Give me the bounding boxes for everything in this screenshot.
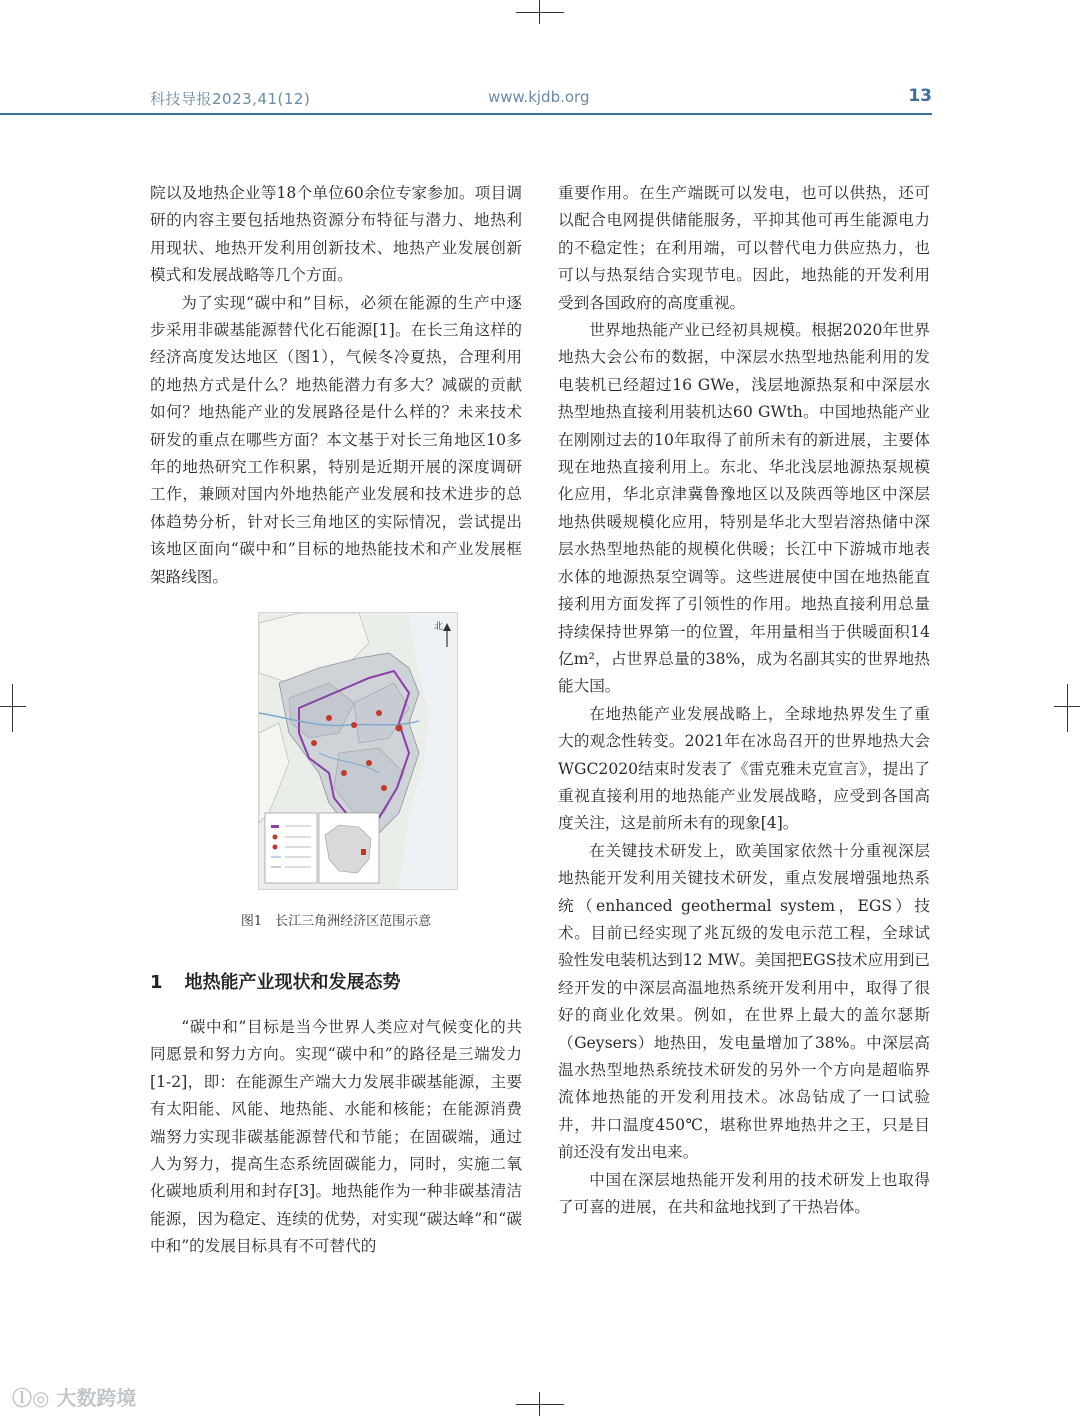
right-paragraph-2: 世界地热能产业已经初具规模。根据2020年世界地热大会公布的数据，中深层水热型地热能利用的发电装机已经超过16 GWe，浅层地源热泵和中深层水热型地热直接利用装机达60 GWth。中国地热能产业在刚刚过去的10年取得了前所未有的新进展，主要体现在地热直接利用上。东北、华北浅层地源热泵规模化应用，华北京津冀鲁豫地区以及陕西等地区中深层地热供暖规模化应用，特别是华北大型岩溶热储中深层水热型地热能的规模化供暖；长江中下游城市地表水体的地源热泵空调等。这些进展使中国在地热能直接利用方面发挥了引领性的作用。地热直接利用总量持续保持世界第一的位置，年用量相当于供暖面积14亿m²，占世界总量的38%，成为名副其实的世界地热能大国。	[558, 321, 930, 696]
crop-mark-bottom-v	[539, 1392, 540, 1416]
right-paragraph-1: 重要作用。在生产端既可以发电，也可以供热，还可以配合电网提供储能服务，平抑其他可再生能源电力的不稳定性；在利用端，可以替代电力供应热力，也可以与热泵结合实现节电。因此，地热能的开发利用受到各国政府的高度重视。	[558, 184, 930, 312]
figure-caption: 图1 长江三角洲经济区范围示意	[240, 914, 432, 929]
crop-mark-left-h	[0, 706, 26, 707]
section-heading	[150, 968, 522, 994]
section-number: 1	[150, 972, 163, 993]
page-number: 13	[908, 86, 932, 106]
map-illustration	[259, 613, 457, 889]
watermark-logo-icon: ⓛ◎	[12, 1386, 57, 1410]
crop-mark-left-v	[12, 684, 13, 732]
section-title: 地热能产业现状和发展态势	[184, 972, 401, 993]
left-paragraph-1: 院以及地热企业等18个单位60余位专家参加。项目调研的内容主要包括地热资源分布特征与潜力、地热利用现状、地热开发利用创新技术、地热产业发展创新模式和发展战略等几个方面。	[150, 184, 522, 285]
journal-website: www.kjdb.org	[488, 88, 590, 106]
figure-map-yangtze-delta	[258, 612, 458, 890]
crop-mark-bottom-h	[516, 1404, 564, 1405]
journal-citation: 科技导报2023,41(12)	[150, 90, 311, 108]
crop-mark-top-v	[539, 0, 540, 24]
running-header	[150, 84, 932, 114]
north-label: 北	[433, 622, 443, 632]
left-paragraph-2: 为了实现“碳中和”目标，必须在能源的生产中逐步采用非碳基能源替代化石能源[1]。在长三角这样的经济高度发达地区（图1），气候冬冷夏热，合理利用的地热方式是什么？地热能潜力有多大？减碳的贡献如何？地热能产业的发展路径是什么样的？未来技术研发的重点在哪些方面？本文基于对长三角地区10多年的地热研究工作积累，特别是近期开展的深度调研工作，兼顾对国内外地热能产业发展和技术进步的总体趋势分析，针对长三角地区的实际情况，尝试提出该地区面向“碳中和”目标的地热能技术和产业发展框架路线图。	[150, 293, 522, 586]
watermark	[12, 1382, 136, 1411]
crop-mark-right-v	[1067, 684, 1068, 732]
left-lower-paragraph-1: “碳中和”目标是当今世界人类应对气候变化的共同愿景和努力方向。实现“碳中和”的路径是三端发力[1-2]，即：在能源生产端大力发展非碳基能源，主要有太阳能、风能、地热能、水能和核能；在能源消费端努力实现非碳基能源替代和节能；在固碳端，通过人为努力，提高生态系统固碳能力，同时，实施二氧化碳地质利用和封存[3]。地热能作为一种非碳基清洁能源，因为稳定、连续的优势，对实现“碳达峰”和“碳中和”的发展目标具有不可替代的	[150, 1018, 522, 1256]
left-column-lower	[150, 1014, 522, 1261]
left-column-upper	[150, 180, 522, 591]
right-column	[558, 180, 930, 1221]
right-paragraph-5: 中国在深层地热能开发利用的技术研发上也取得了可喜的进展，在共和盆地找到了干热岩体。	[558, 1170, 930, 1217]
right-paragraph-3: 在地热能产业发展战略上，全球地热界发生了重大的观念性转变。2021年在冰岛召开的世界地热大会WGC2020结束时发表了《雷克雅未克宣言》，提出了重视直接利用的地热能产业发展战略，应受到各国高度关注，这是前所未有的现象[4]。	[558, 704, 930, 833]
header-rule	[0, 113, 932, 115]
crop-mark-top-h	[516, 12, 564, 13]
right-paragraph-4: 在关键技术研发上，欧美国家依然十分重视深层地热能开发利用关键技术研发，重点发展增强地热系统（enhanced geothermal system，EGS）技术。目前已经实现了兆瓦级的发电示范工程，全球试验性发电装机达到12 MW。美国把EGS技术应用到已经开发的中深层高温地热系统开发利用中，取得了很好的商业化效果。例如，在世界上最大的盖尔瑟斯（Geysers）地热田，发电量增加了38%。中深层高温水热型地热系统技术研发的另外一个方向是超临界流体地热能的开发利用技术。冰岛钻成了一口试验井，井口温度450℃，堪称世界地热井之王，只是目前还没有发出电来。	[558, 841, 931, 1162]
watermark-text: 大数跨境	[56, 1386, 137, 1410]
